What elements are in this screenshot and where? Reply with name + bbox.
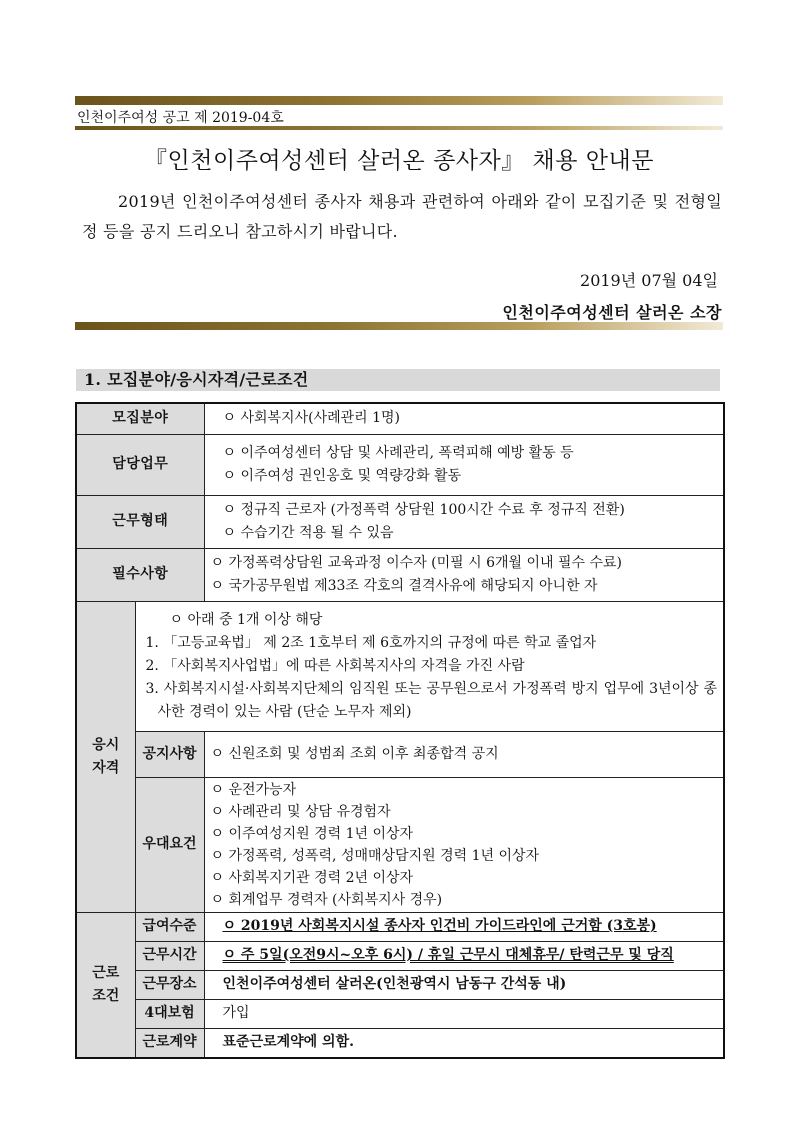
preferred-item: ㅇ 이주여성지원 경력 1년 이상자 [210, 825, 414, 842]
contract-label: 근로계약 [135, 1028, 204, 1058]
bottom-gold-bar [75, 322, 723, 330]
row-insurance [76, 999, 724, 1028]
worktype-item: ㅇ 정규직 근로자 (가정폭력 상담원 100시간 수료 후 정규직 전환) [222, 501, 625, 518]
salary-text: ㅇ 2019년 사회복지시설 종사자 인건비 가이드라인에 근거함 (3호봉) [204, 912, 724, 941]
insurance-label: 4대보험 [135, 999, 204, 1028]
worktype-label: 근무형태 [76, 495, 204, 548]
row-duties [76, 434, 724, 495]
preferred-label: 우대요건 [135, 777, 204, 912]
required-label: 필수사항 [76, 548, 204, 601]
row-hours [76, 941, 724, 970]
recruit-label: 모집분야 [76, 403, 204, 434]
row-salary [76, 912, 724, 941]
recruitment-table [75, 402, 725, 1059]
duties-item: ㅇ 이주여성센터 상담 및 사례관리, 폭력피해 예방 활동 등 [222, 444, 574, 461]
duties-item: ㅇ 이주여성 권인옹호 및 역량강화 활동 [222, 467, 462, 484]
intro-paragraph: 2019년 인천이주여성센터 종사자 채용과 관련하여 아래와 같이 모집기준 및 전형일정 등을 공지 드리오니 참고하시기 바랍니다. [82, 192, 722, 241]
row-qualify-notice [76, 731, 724, 777]
recruit-item: ㅇ 사회복지사(사례관리 1명) [204, 403, 724, 434]
conditions-group-label: 근로 조건 [76, 912, 135, 1058]
qualify-group-label: 응시 자격 [76, 601, 135, 912]
qualify-item: 3. 사회복지시설·사회복지단체의 임직원 또는 공무원으로서 가정폭력 방지 업무에 3년이상 종사한 경력이 있는 사람 (단순 노무자 제외) [145, 680, 718, 720]
contract-text: 표준근로계약에 의함. [204, 1028, 724, 1058]
top-gold-bar [75, 96, 723, 105]
top-gold-bar-lower [75, 126, 723, 130]
document-title: 『인천이주여성센터 살러온 종사자』 채용 안내문 [144, 148, 654, 174]
qualify-notice-text: ㅇ 신원조회 및 성범죄 조회 이후 최종합격 공지 [204, 731, 724, 777]
worktype-items [204, 495, 724, 548]
insurance-text: 가입 [204, 999, 724, 1028]
row-location [76, 970, 724, 999]
qualify-item: 2. 「사회복지사업법」에 따른 사회복지사의 자격을 가진 사람 [145, 657, 525, 674]
row-recruit [76, 403, 724, 434]
row-worktype [76, 495, 724, 548]
section-heading: 1. 모집분야/응시자격/근로조건 [76, 369, 720, 391]
document-date: 2019년 07월 04일 [580, 271, 718, 290]
preferred-items [204, 777, 724, 912]
preferred-item: ㅇ 사례관리 및 상담 유경험자 [210, 803, 391, 820]
signer: 인천이주여성센터 살러온 소장 [502, 303, 722, 322]
hours-text: ㅇ 주 5일(오전9시~오후 6시) / 휴일 근무시 대체휴무/ 탄력근무 및 당직 [204, 941, 724, 970]
duties-label: 담당업무 [76, 434, 204, 495]
row-contract [76, 1028, 724, 1058]
qualify-lead: ㅇ 아래 중 1개 이상 해당 [169, 611, 323, 628]
row-preferred [76, 777, 724, 912]
duties-items [204, 434, 724, 495]
preferred-item: ㅇ 운전가능자 [210, 781, 297, 798]
required-item: ㅇ 가정폭력상담원 교육과정 이수자 (미필 시 6개월 이내 필수 수료) [210, 554, 623, 571]
hours-label: 근무시간 [135, 941, 204, 970]
preferred-item: ㅇ 가정폭력, 성폭력, 성매매상담지원 경력 1년 이상자 [210, 847, 540, 864]
worktype-item: ㅇ 수습기간 적용 될 수 있음 [222, 524, 394, 541]
location-text: 인천이주여성센터 살러온(인천광역시 남동구 간석동 내) [204, 970, 724, 999]
required-items [204, 548, 724, 601]
preferred-item: ㅇ 회계업무 경력자 (사회복지사 경우) [210, 891, 443, 908]
row-qualify [76, 601, 724, 731]
qualify-items [135, 601, 724, 731]
preferred-item: ㅇ 사회복지기관 경력 2년 이상자 [210, 869, 414, 886]
qualify-notice-label: 공지사항 [135, 731, 204, 777]
salary-label: 급여수준 [135, 912, 204, 941]
qualify-item: 1. 「고등교육법」 제 2조 1호부터 제 6호까지의 규정에 따른 학교 졸업자 [145, 634, 597, 651]
row-required [76, 548, 724, 601]
notice-number: 인천이주여성 공고 제 2019-04호 [77, 110, 284, 126]
location-label: 근무장소 [135, 970, 204, 999]
required-item: ㅇ 국가공무원법 제33조 각호의 결격사유에 해당되지 아니한 자 [210, 577, 598, 594]
